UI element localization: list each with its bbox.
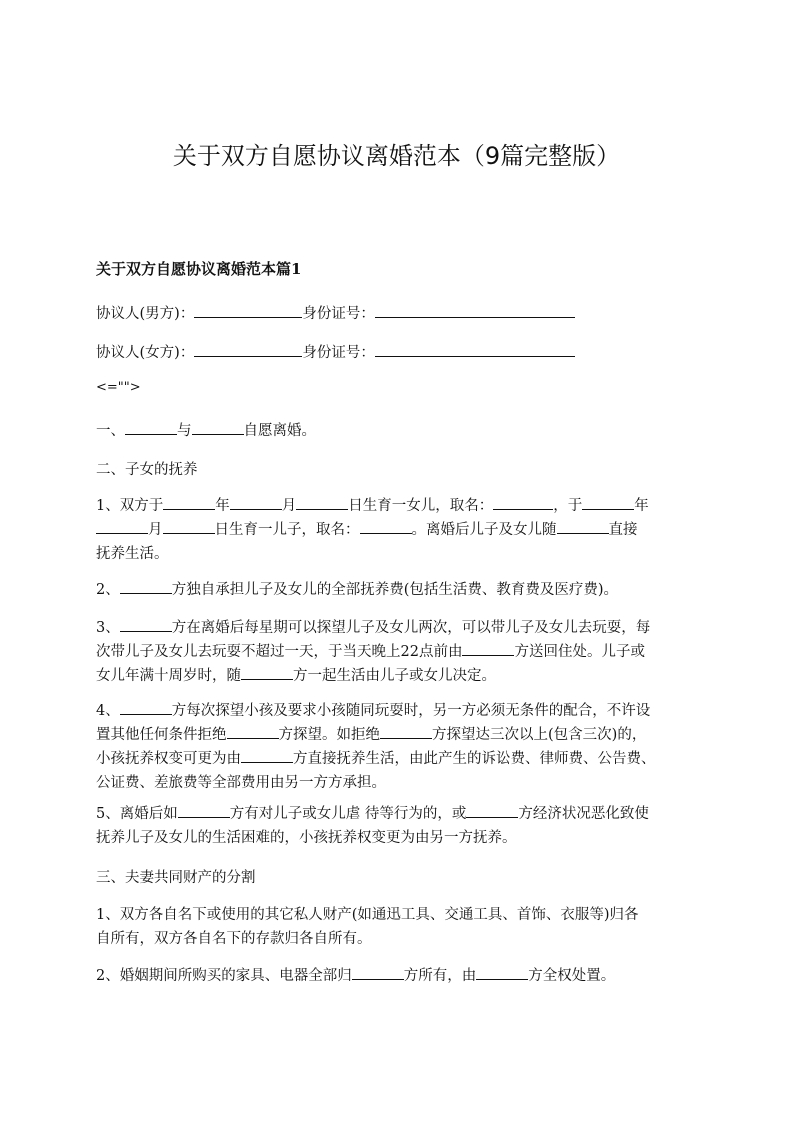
blank xyxy=(493,494,553,510)
para-text: 直接 xyxy=(608,522,638,538)
para-text: 公证费、差旅费等全部费用由另一方方承担。 xyxy=(96,775,386,791)
party-female-label: 协议人(女方)： xyxy=(96,345,195,361)
clause-text: 与 xyxy=(177,423,192,439)
clause-1 xyxy=(96,419,706,443)
blank xyxy=(582,494,634,510)
blank xyxy=(230,494,282,510)
para-text: 3、 xyxy=(96,620,120,636)
para-text: 小孩抚养权变可更为由 xyxy=(96,751,241,767)
para-text: 方独自承担儿子及女儿的全部抚养费(包括生活费、教育费及医疗费)。 xyxy=(171,582,619,598)
blank xyxy=(125,419,177,435)
party-male-line xyxy=(96,302,706,326)
blank xyxy=(352,964,404,980)
clause-text: 自愿离婚。 xyxy=(243,423,316,439)
blank xyxy=(163,494,215,510)
para-text: 4、 xyxy=(96,703,120,719)
clause-text: 一、 xyxy=(96,423,125,439)
blank xyxy=(557,518,609,534)
blank xyxy=(375,302,575,318)
id-label: 身份证号： xyxy=(302,306,375,322)
para-text: 方探望达三次以上(包含三次)的， xyxy=(432,727,647,743)
section-title: 关于双方自愿协议离婚范本篇1 xyxy=(96,260,302,278)
paragraph-5 xyxy=(96,802,708,850)
para-text: 方经济状况恶化致使 xyxy=(518,806,649,822)
blank xyxy=(194,302,302,318)
paragraph-2 xyxy=(96,578,706,602)
party-male-label: 协议人(男方)： xyxy=(96,306,195,322)
paragraph-3 xyxy=(96,616,708,688)
para-text: 女儿年满十周岁时，随 xyxy=(96,668,241,684)
blank xyxy=(163,518,215,534)
paragraph-1 xyxy=(96,494,708,566)
para-text: 2、婚姻期间所购买的家具、电器全部归 xyxy=(96,968,352,984)
para-text: 次带儿子及女儿去玩耍不超过一天，于当天晚上22点前由 xyxy=(96,644,463,660)
para-text: 日生育一女儿，取名： xyxy=(348,498,494,514)
odd-text: <=""> xyxy=(96,380,141,395)
para-text: 抚养生活。 xyxy=(96,546,169,562)
blank xyxy=(192,419,244,435)
para-text: 月 xyxy=(148,522,163,538)
blank xyxy=(120,699,172,715)
paragraph-q2 xyxy=(96,964,706,988)
para-text: 方在离婚后每星期可以探望儿子及女儿两次，可以带儿子及女儿去玩耍，每 xyxy=(171,620,651,636)
heading-3: 三、夫妻共同财产的分割 xyxy=(96,870,256,886)
para-text: 方每次探望小孩及要求小孩随同玩耍时，另一方必须无条件的配合，不许设 xyxy=(171,703,651,719)
para-text: 年 xyxy=(215,498,230,514)
party-female-line xyxy=(96,341,706,365)
paragraph-4 xyxy=(96,699,708,795)
paragraph-q1 xyxy=(96,903,708,951)
para-text: 月 xyxy=(281,498,297,514)
para-text: 方探望。如拒绝 xyxy=(278,727,380,743)
heading-2: 二、子女的抚养 xyxy=(96,462,198,478)
para-text: 方全权处置。 xyxy=(528,968,616,984)
para-text: 年 xyxy=(634,498,649,514)
para-text: 抚养儿子及女儿的生活困难的，小孩抚养权变更为由另一方抚养。 xyxy=(96,830,517,846)
para-text: 置其他任何条件拒绝 xyxy=(96,727,227,743)
blank xyxy=(476,964,528,980)
para-text: 。离婚后儿子及女儿随 xyxy=(411,522,557,538)
blank xyxy=(241,747,293,763)
para-text: 5、离婚后如 xyxy=(96,806,178,822)
id-label: 身份证号： xyxy=(302,345,375,361)
para-text: 自所有，双方各自名下的存款归各自所有。 xyxy=(96,931,372,947)
para-text: 1、双方各自名下或使用的其它私人财产(如通迅工具、交通工具、首饰、衣服等)归各 xyxy=(96,907,639,923)
blank xyxy=(178,802,230,818)
para-text: 方一起生活由儿子或女儿决定。 xyxy=(293,668,496,684)
para-text: 日生育一儿子，取名： xyxy=(214,522,360,538)
blank xyxy=(360,518,412,534)
blank xyxy=(120,578,172,594)
para-text: ，于 xyxy=(553,498,583,514)
blank xyxy=(194,341,302,357)
blank xyxy=(241,664,293,680)
blank xyxy=(296,494,348,510)
blank xyxy=(96,518,148,534)
para-text: 方有对儿子或女儿虐 待等行为的，或 xyxy=(229,806,467,822)
para-text: 方送回住处。儿子或 xyxy=(514,644,645,660)
blank xyxy=(380,723,432,739)
blank xyxy=(375,341,575,357)
blank xyxy=(466,802,518,818)
para-text: 方所有，由 xyxy=(403,968,477,984)
document-title: 关于双方自愿协议离婚范本（9篇完整版） xyxy=(172,142,621,170)
para-text: 1、双方于 xyxy=(96,498,164,514)
blank xyxy=(462,640,514,656)
blank xyxy=(227,723,279,739)
blank xyxy=(120,616,172,632)
para-text: 方直接抚养生活，由此产生的诉讼费、律师费、公告费、 xyxy=(293,751,656,767)
para-text: 2、 xyxy=(96,582,120,598)
